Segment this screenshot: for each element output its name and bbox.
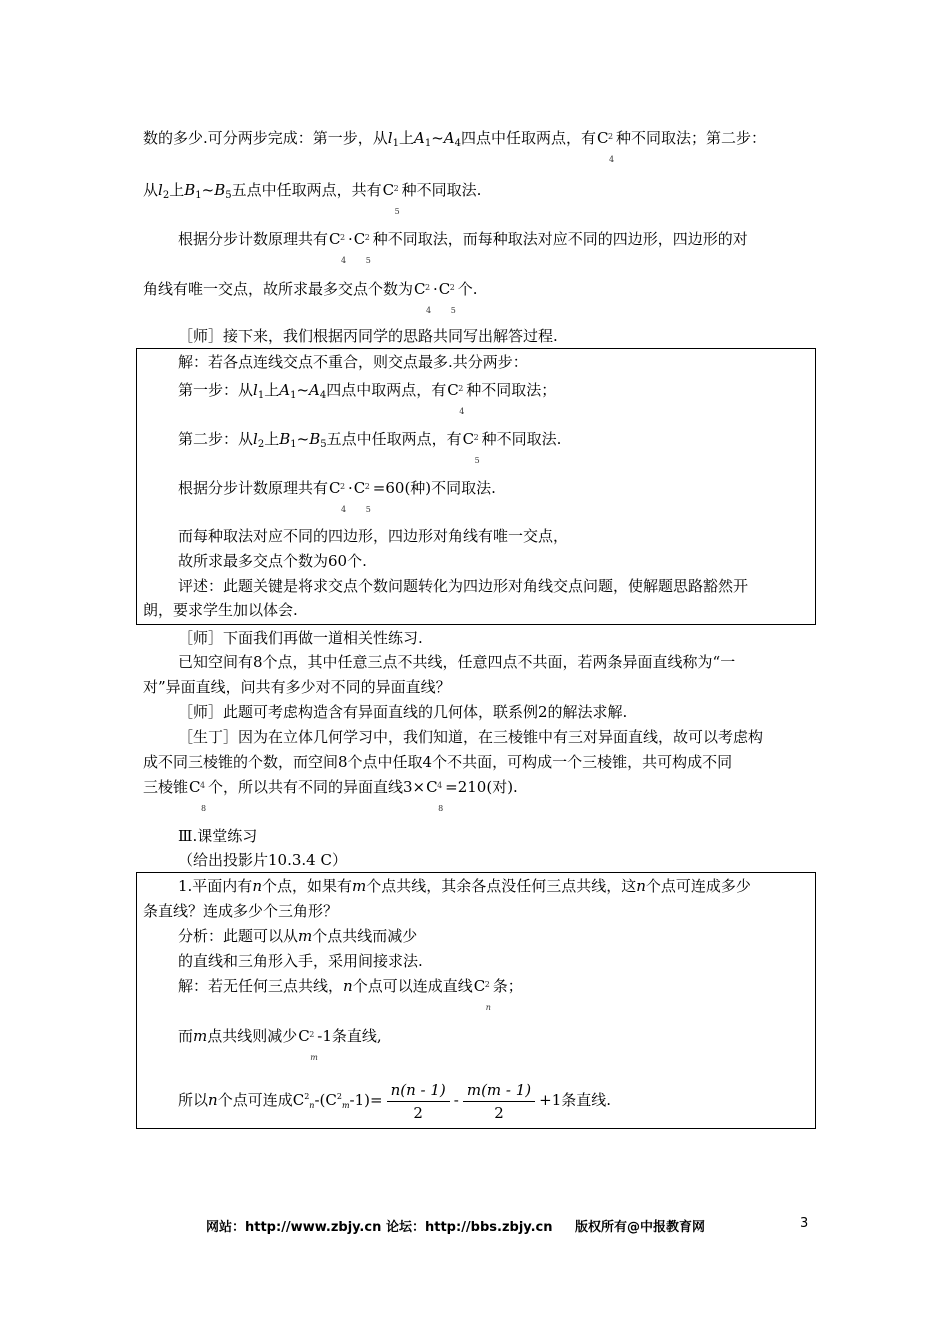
combination-c-4-2: C 2 4 <box>329 230 347 265</box>
footer-site[interactable]: 网站：http://www.zbjy.cn <box>206 1220 382 1235</box>
box1-line1: 解：若各点连线交点不重合，则交点最多.共分两步： <box>178 353 528 371</box>
box2-final: 所以n个点可连成$C^2_n-(C^2_m-1)=$ $\frac{n(n - 1)}{2}$ - $\frac{m(m - 1)}{2}$ +1条直线. <box>178 1080 612 1122</box>
student-line-1: ［生丁］因为在立体几何学习中，我们知道，在三棱锥中有三对异面直线，故可以考虑构 <box>178 728 764 746</box>
teacher-line-1: ［师］接下来，我们根据丙同学的思路共同写出解答过程. <box>178 327 558 345</box>
combination-c-4-2: C 2 4 <box>597 129 615 164</box>
combination-c-4-2: C 2 4 <box>414 280 432 315</box>
box1-comment-1: 评述：此题关键是将求交点个数问题转化为四边形对角线交点问题，使解题思路豁然开 <box>178 577 749 595</box>
combination-c-5-2: C 2 5 <box>353 479 371 514</box>
box1-line5: 而每种取法对应不同的四边形，四边形对角线有唯一交点， <box>178 527 569 545</box>
combination-c-8-4: C 4 8 <box>189 778 207 813</box>
box2-question-1: 1.平面内有n个点，如果有m个点共线，其余各点没任何三点共线，这n个点可连成多少 <box>178 877 751 895</box>
para1-line1: 数的多少.可分两步完成：第一步，从$l_1$上$A_1\sim A_4$四点中任取两点，有 C 2 4 种不同取法；第二步： <box>143 129 767 164</box>
para2-line2: 角线有唯一交点，故所求最多交点个数为 C 2 4 · C 2 5 个. <box>143 280 478 315</box>
problem-line-1: 已知空间有8个点，其中任意三点不共线，任意四点不共面，若两条异面直线称为“一 <box>178 653 736 671</box>
box2-analysis-1: 分析：此题可以从m个点共线而减少 <box>178 927 418 945</box>
box1-principle: 根据分步计数原理共有 C 2 4 · C 2 5 =60(种)不同取法. <box>178 479 496 514</box>
footer-forum[interactable]: 论坛：http://bbs.zbjy.cn <box>386 1220 553 1235</box>
combination-c-8-4: C 4 8 <box>426 778 444 813</box>
para2-line1: 根据分步计数原理共有 C 2 4 · C 2 5 种不同取法，而每种取法对应不同的四边形，四边形的对 <box>178 230 748 265</box>
fraction-n-choose-2: $\frac{n(n - 1)}{2}$ <box>387 1079 450 1124</box>
footer-copyright: 版权所有@中报教育网 <box>575 1220 706 1235</box>
combination-c-4-2: C 2 4 <box>447 381 465 416</box>
fraction-m-choose-2: $\frac{m(m - 1)}{2}$ <box>463 1079 535 1124</box>
teacher-line-3: ［师］此题可考虑构造含有异面直线的几何体，联系例2的解法求解. <box>178 703 628 721</box>
para1-line2: 从$l_2$上$B_1\sim B_5$五点中任取两点，共有 C 2 5 种不同取法. <box>143 181 482 216</box>
problem-line-2: 对”异面直线，问共有多少对不同的异面直线？ <box>143 678 451 696</box>
combination-c-n-2: C 2 n <box>473 977 491 1012</box>
box1-step1: 第一步：从$l_1$上$A_1\sim A_4$四点中取两点，有 C 2 4 种不同取法； <box>178 381 557 416</box>
box2-reduction: 而m点共线则减少 C 2 m -1条直线, <box>178 1027 382 1062</box>
box2-solution: 解：若无任何三点共线，n个点可以连成直线 C 2 n 条； <box>178 977 523 1012</box>
teacher-line-2: ［师］下面我们再做一道相关性练习. <box>178 629 423 647</box>
section-title: Ⅲ.课堂练习 <box>178 827 258 845</box>
combination-c-4-2: C 2 4 <box>329 479 347 514</box>
slide-note: （给出投影片10.3.4 C） <box>178 851 347 869</box>
student-line-2: 成不同三棱锥的个数，而空间8个点中任取4个不共面，可构成一个三棱锥，共可构成不同 <box>143 753 733 771</box>
combination-c-5-2: C 2 5 <box>382 181 400 216</box>
box1-step2: 第二步：从$l_2$上$B_1\sim B_5$五点中任取两点，有 C 2 5 种不同取法. <box>178 430 562 465</box>
combination-c-5-2: C 2 5 <box>353 230 371 265</box>
box1-line6: 故所求最多交点个数为60个. <box>178 552 367 570</box>
box2-analysis-2: 的直线和三角形入手，采用间接求法. <box>178 952 423 970</box>
combination-c-m-2: C 2 m <box>298 1027 318 1062</box>
combination-c-5-2: C 2 5 <box>438 280 456 315</box>
box1-comment-2: 朗，要求学生加以体会. <box>143 601 298 619</box>
student-line-3: 三棱锥 C 4 8 个，所以共有不同的异面直线3× C 4 8 =210(对). <box>143 778 518 813</box>
combination-c-5-2: C 2 5 <box>462 430 480 465</box>
page-number: 3 <box>800 1216 809 1231</box>
box2-question-2: 条直线？连成多少个三角形？ <box>143 902 339 920</box>
